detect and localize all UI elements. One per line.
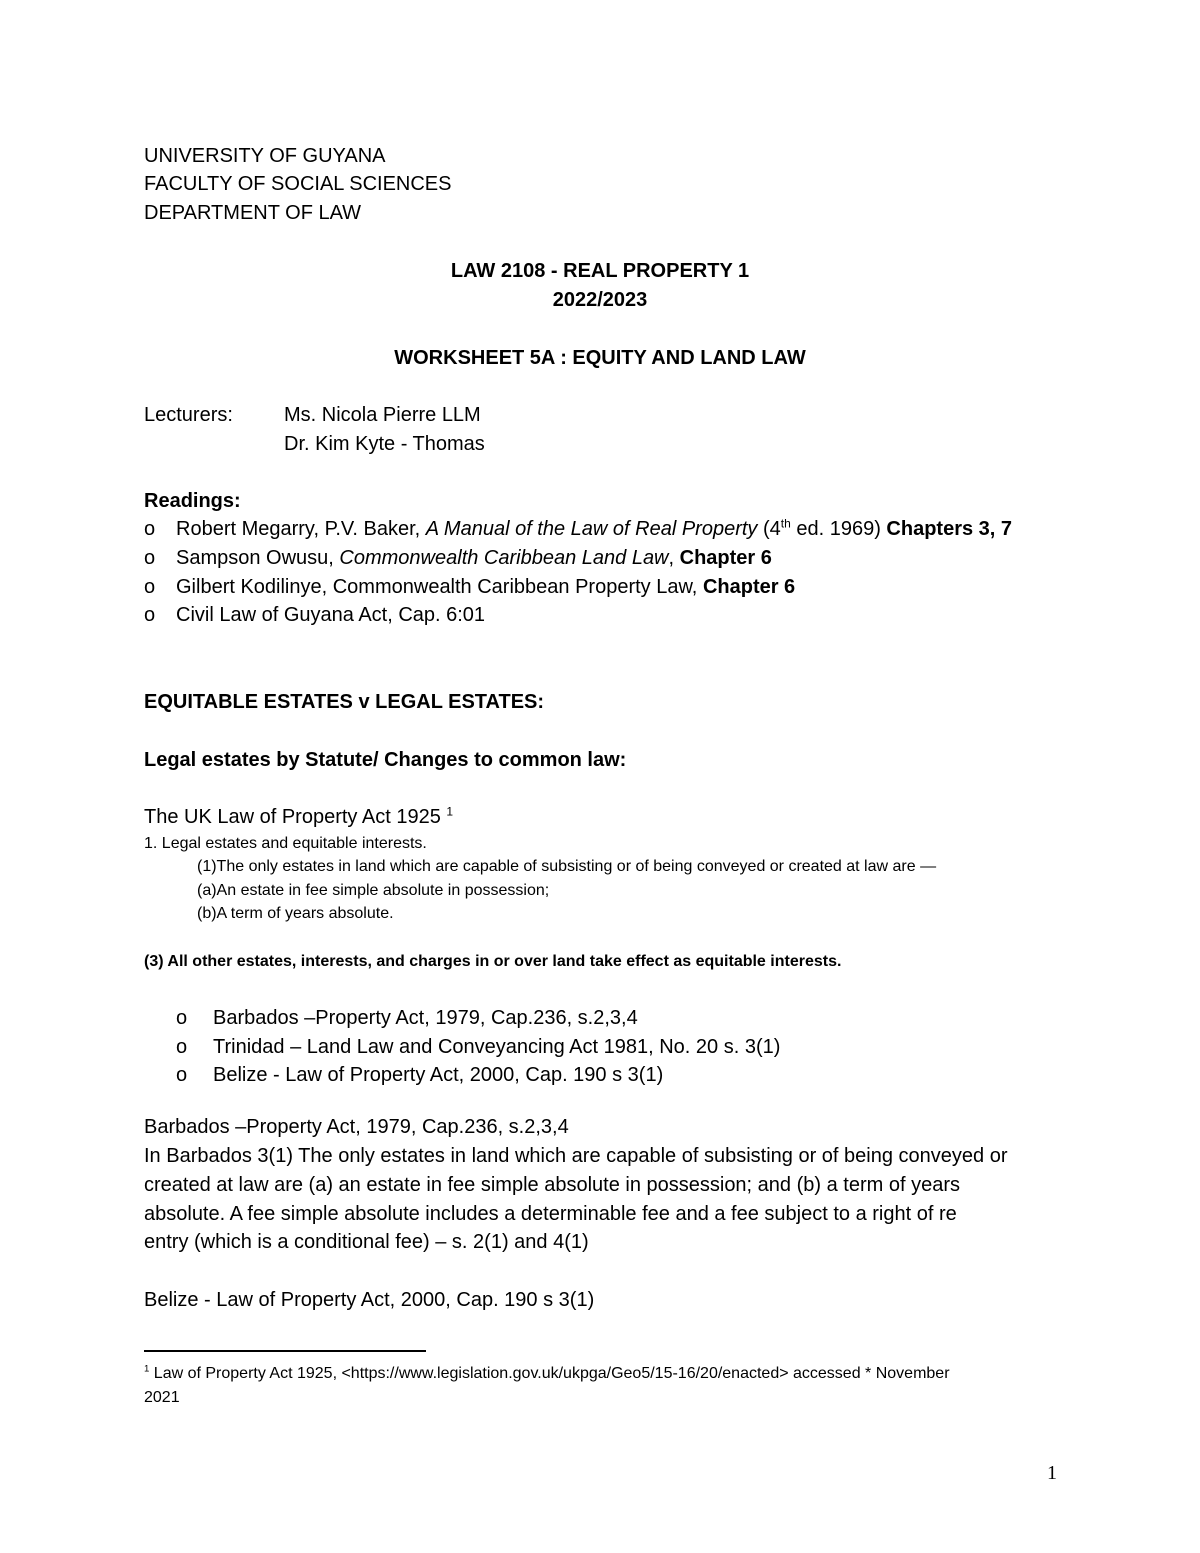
barbados-text-line: created at law are (a) an estate in fee simple absolute in possession; and (b) a term of years — [144, 1174, 960, 1196]
footnote-separator — [144, 1350, 426, 1352]
course-year: 2022/2023 — [552, 289, 648, 311]
subsection-heading: Legal estates by Statute/ Changes to common law: — [144, 749, 627, 771]
barbados-text-line: absolute. A fee simple absolute includes a determinable fee and a fee subject to a right of re — [144, 1203, 957, 1225]
bullet-icon: o — [176, 1036, 188, 1058]
reading-text: (4 — [757, 518, 781, 540]
university-name: UNIVERSITY OF GUYANA — [144, 145, 386, 167]
page-number: 1 — [1047, 1462, 1057, 1484]
reading-text: , — [668, 547, 680, 569]
reading-item — [144, 547, 1144, 575]
jurisdiction-item — [176, 1064, 1076, 1092]
jurisdiction-text: Trinidad – Land Law and Conveyancing Act 1981, No. 20 s. 3(1) — [213, 1036, 781, 1058]
jurisdiction-item — [176, 1036, 1076, 1064]
reading-title: Commonwealth Caribbean Land Law — [339, 547, 669, 569]
barbados-text-line: In Barbados 3(1) The only estates in land which are capable of subsisting or of being conveyed or — [144, 1145, 1008, 1167]
jurisdiction-text: Belize - Law of Property Act, 2000, Cap. 190 s 3(1) — [213, 1064, 664, 1086]
jurisdiction-text: Barbados –Property Act, 1979, Cap.236, s.2,3,4 — [213, 1007, 638, 1029]
section-heading: EQUITABLE ESTATES v LEGAL ESTATES: — [144, 691, 545, 713]
reading-chapters: Chapter 6 — [702, 576, 796, 598]
bullet-icon: o — [176, 1064, 188, 1086]
reading-text: Gilbert Kodilinye, Commonwealth Caribbean Property Law, — [176, 576, 703, 598]
lecturer-name: Dr. Kim Kyte - Thomas — [284, 433, 485, 455]
bullet-icon: o — [144, 547, 156, 569]
reading-item — [144, 518, 1144, 546]
footnote-marker: 1 — [144, 1363, 150, 1375]
footnote-line — [144, 1365, 950, 1383]
reading-chapters: Chapters 3, 7 — [886, 518, 1013, 540]
jurisdiction-item — [176, 1007, 1076, 1035]
bullet-icon: o — [144, 518, 156, 540]
uk-act-section-heading: 1. Legal estates and equitable interests. — [144, 835, 427, 852]
uk-act-paragraph: (b)A term of years absolute. — [197, 905, 394, 922]
reading-item — [144, 604, 1144, 632]
bullet-icon: o — [176, 1007, 188, 1029]
reading-chapters: Chapter 6 — [679, 547, 772, 569]
uk-act-subsection: (1)The only estates in land which are capable of subsisting or of being conveyed or created at law are — — [197, 858, 937, 875]
uk-act-title — [144, 806, 453, 829]
barbados-text-line: entry (which is a conditional fee) – s. 2(1) and 4(1) — [144, 1231, 589, 1253]
lecturers-label: Lecturers: — [144, 404, 233, 426]
lecturer-name: Ms. Nicola Pierre LLM — [284, 404, 481, 426]
uk-act-paragraph: (a)An estate in fee simple absolute in possession; — [197, 882, 550, 899]
bullet-icon: o — [144, 604, 156, 626]
course-title: LAW 2108 - REAL PROPERTY 1 — [450, 260, 750, 282]
reading-title: A Manual of the Law of Real Property — [425, 518, 758, 540]
footnote-ref: 1 — [446, 804, 454, 819]
uk-act-title-text: The UK Law of Property Act 1925 — [144, 806, 447, 828]
bullet-icon: o — [144, 576, 156, 598]
belize-heading: Belize - Law of Property Act, 2000, Cap. 190 s 3(1) — [144, 1289, 595, 1311]
barbados-heading: Barbados –Property Act, 1979, Cap.236, s.2,3,4 — [144, 1116, 569, 1138]
uk-act-subsection-3: (3) All other estates, interests, and charges in or over land take effect as equitable interests. — [144, 953, 842, 970]
worksheet-title: WORKSHEET 5A : EQUITY AND LAND LAW — [394, 347, 806, 369]
faculty-name: FACULTY OF SOCIAL SCIENCES — [144, 173, 452, 195]
footnote-text: Law of Property Act 1925, <https://www.legislation.gov.uk/ukpga/Geo5/15-16/20/enacted> accessed * November — [149, 1365, 950, 1382]
department-name: DEPARTMENT OF LAW — [144, 202, 362, 224]
reading-item — [144, 576, 1144, 604]
reading-text: Civil Law of Guyana Act, Cap. 6:01 — [176, 604, 486, 626]
reading-text: Robert Megarry, P.V. Baker, — [176, 518, 426, 540]
footnote-line: 2021 — [144, 1389, 180, 1406]
reading-text: Sampson Owusu, — [176, 547, 340, 569]
readings-heading: Readings: — [144, 490, 241, 512]
reading-text: ed. 1969) — [790, 518, 887, 540]
reading-superscript: th — [780, 516, 791, 531]
